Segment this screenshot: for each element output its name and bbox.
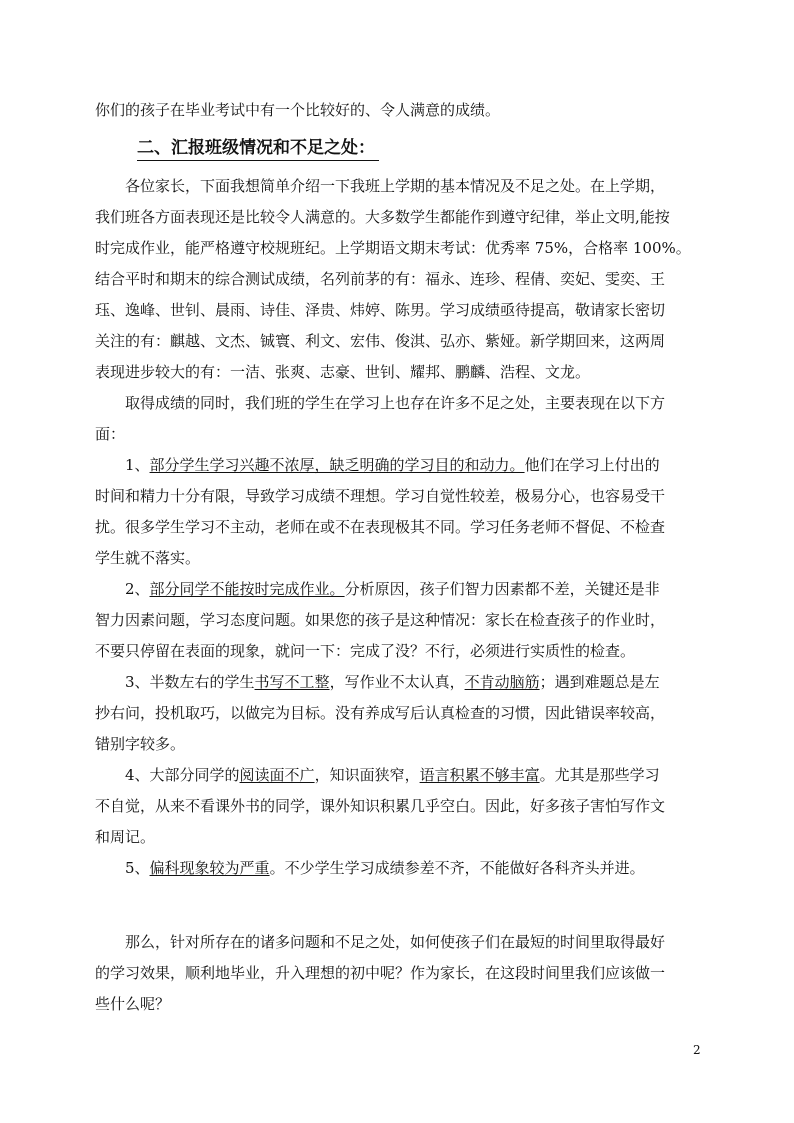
list-item-1: [125, 454, 700, 478]
intro-line: 你们的孩子在毕业考试中有一个比较好的、令人满意的成绩。: [95, 101, 501, 119]
item-text: ，写作业不太认真，: [329, 673, 465, 691]
paragraph-line: 时间和精力十分有限，导致学习成绩不理想。学习自觉性较差，极易分心，也容易受干: [95, 487, 666, 505]
section-heading: 二、汇报班级情况和不足之处：: [137, 136, 379, 161]
item-text: 。尤其是那些学习: [539, 766, 660, 784]
item-text: 。不少学生学习成绩参差不齐，不能做好各科齐头并进。: [269, 859, 645, 877]
paragraph-line: 些什么呢？: [95, 995, 171, 1013]
paragraph-line: 和周记。: [95, 828, 156, 846]
list-item-2: [125, 578, 700, 602]
paragraph-line: 不要只停留在表面的现象，就问一下：完成了没？不行，必须进行实质性的检查。: [95, 642, 636, 660]
underlined-phrase: 部分同学不能按时完成作业。: [149, 580, 345, 598]
paragraph-line: 的学习效果，顺利地毕业，升入理想的初中呢？作为家长，在这段时间里我们应该做一: [95, 964, 666, 982]
paragraph-line: 扰。很多学生学习不主动，老师在或不在表现极其不同。学习任务老师不督促、不检查: [95, 518, 666, 536]
paragraph-line: 那么，针对所存在的诸多问题和不足之处，如何使孩子们在最短的时间里取得最好: [125, 933, 666, 951]
item-prefix: 1、: [125, 456, 150, 474]
underlined-phrase: 偏科现象较为严重: [149, 859, 270, 877]
page-number: 2: [693, 1043, 701, 1057]
item-prefix: 3、半数左右的学生: [125, 673, 255, 691]
item-text: 分析原因，孩子们智力因素都不差，关键还是非: [344, 580, 660, 598]
underlined-phrase: 语言积累不够丰富: [419, 766, 540, 784]
list-item-3: [125, 671, 700, 695]
paragraph-line: 不自觉，从来不看课外书的同学，课外知识积累几乎空白。因此，好多孩子害怕写作文: [95, 797, 666, 815]
underlined-phrase: 不肯动脑筋: [464, 673, 540, 691]
paragraph-line: 表现进步较大的有：一洁、张爽、志豪、世钊、耀邦、鹏麟、浩程、文龙。: [95, 363, 591, 381]
paragraph-line: 结合平时和期末的综合测试成绩，名列前茅的有：福永、连珍、程倩、奕妃、雯奕、王: [95, 270, 666, 288]
list-item-5: [125, 857, 700, 881]
paragraph-line: 时完成作业，能严格遵守校规班纪。上学期语文期末考试：优秀率 75%，合格率 100%。: [95, 239, 691, 257]
paragraph-line: 面：: [95, 425, 126, 443]
item-prefix: 5、: [125, 859, 150, 877]
item-text: ，知识面狭窄，: [314, 766, 420, 784]
paragraph-line: 学生就不落实。: [95, 549, 201, 567]
paragraph-line: 取得成绩的同时，我们班的学生在学习上也存在许多不足之处，主要表现在以下方: [125, 394, 666, 412]
underlined-phrase: 书写不工整: [254, 673, 330, 691]
paragraph-line: 关注的有：麒越、文杰、铖寰、利文、宏伟、俊淇、弘亦、紫娅。新学期回来，这两周: [95, 332, 666, 350]
paragraph-line: 错别字较多。: [95, 735, 186, 753]
item-text: 他们在学习上付出的: [524, 456, 660, 474]
item-prefix: 2、: [125, 580, 150, 598]
paragraph-line: 智力因素问题，学习态度问题。如果您的孩子是这种情况：家长在检查孩子的作业时，: [95, 611, 666, 629]
underlined-phrase: 部分学生学习兴趣不浓厚，缺乏明确的学习目的和动力。: [149, 456, 525, 474]
paragraph-line: 各位家长，下面我想简单介绍一下我班上学期的基本情况及不足之处。在上学期，: [125, 177, 666, 195]
underlined-phrase: 阅读面不广: [239, 766, 315, 784]
paragraph-line: 抄右问，投机取巧，以做完为目标。没有养成写后认真检查的习惯，因此错误率较高，: [95, 704, 666, 722]
paragraph-line: 我们班各方面表现还是比较令人满意的。大多数学生都能作到遵守纪律，举止文明,能按: [95, 208, 670, 226]
item-text: ；遇到难题总是左: [539, 673, 660, 691]
list-item-4: [125, 764, 700, 788]
paragraph-line: 珏、逸峰、世钊、晨雨、诗佳、泽贵、炜婷、陈男。学习成绩亟待提高，敬请家长密切: [95, 301, 666, 319]
item-prefix: 4、大部分同学的: [125, 766, 240, 784]
